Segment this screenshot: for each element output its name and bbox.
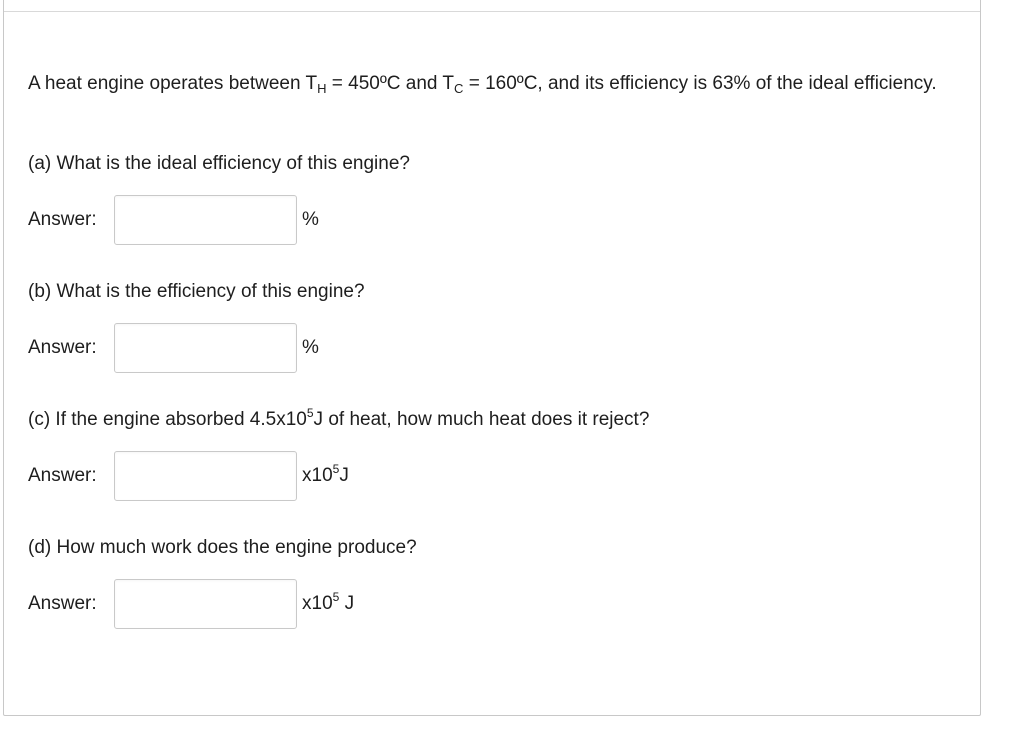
- th-subscript: H: [317, 81, 327, 96]
- unit-text: J: [339, 465, 349, 486]
- answer-label: Answer:: [28, 465, 97, 486]
- question-a-text: (a) What is the ideal efficiency of this engine?: [28, 153, 410, 174]
- problem-text-part: A heat engine operates between T: [28, 73, 318, 94]
- question-c-text: [28, 404, 649, 436]
- answer-d-input[interactable]: [114, 579, 297, 629]
- unit-text: %: [302, 337, 319, 358]
- answer-row-b: [28, 323, 319, 373]
- answer-row-d: [28, 579, 354, 629]
- problem-text-part: = 450ºC and T: [326, 73, 455, 94]
- question-text-part: (c) If the engine absorbed 4.5x10: [28, 409, 307, 430]
- answer-c-input[interactable]: [114, 451, 297, 501]
- answer-c-unit: [302, 460, 349, 492]
- answer-row-a: [28, 195, 319, 245]
- answer-d-unit: [302, 588, 354, 620]
- answer-label: Answer:: [28, 209, 97, 230]
- answer-label: Answer:: [28, 337, 97, 358]
- question-superscript: 5: [306, 406, 314, 420]
- question-d-text: (d) How much work does the engine produce?: [28, 537, 417, 558]
- question-b-text: (b) What is the efficiency of this engine?: [28, 281, 365, 302]
- unit-superscript: 5: [332, 590, 340, 604]
- unit-text: J: [339, 593, 355, 614]
- answer-a-unit: [302, 204, 319, 236]
- question-content: [28, 68, 958, 614]
- question-text-part: J of heat, how much heat does it reject?: [313, 409, 650, 430]
- unit-text: x10: [302, 465, 333, 486]
- problem-text-part: = 160ºC, and its efficiency is 63% of the ideal efficiency.: [463, 73, 937, 94]
- answer-row-c: [28, 451, 349, 501]
- divider: [4, 11, 980, 12]
- tc-subscript: C: [454, 81, 464, 96]
- unit-text: %: [302, 209, 319, 230]
- answer-a-input[interactable]: [114, 195, 297, 245]
- unit-text: x10: [302, 593, 333, 614]
- answer-b-unit: [302, 332, 319, 364]
- answer-b-input[interactable]: [114, 323, 297, 373]
- problem-statement: [28, 68, 958, 100]
- answer-label: Answer:: [28, 593, 97, 614]
- unit-superscript: 5: [332, 462, 340, 476]
